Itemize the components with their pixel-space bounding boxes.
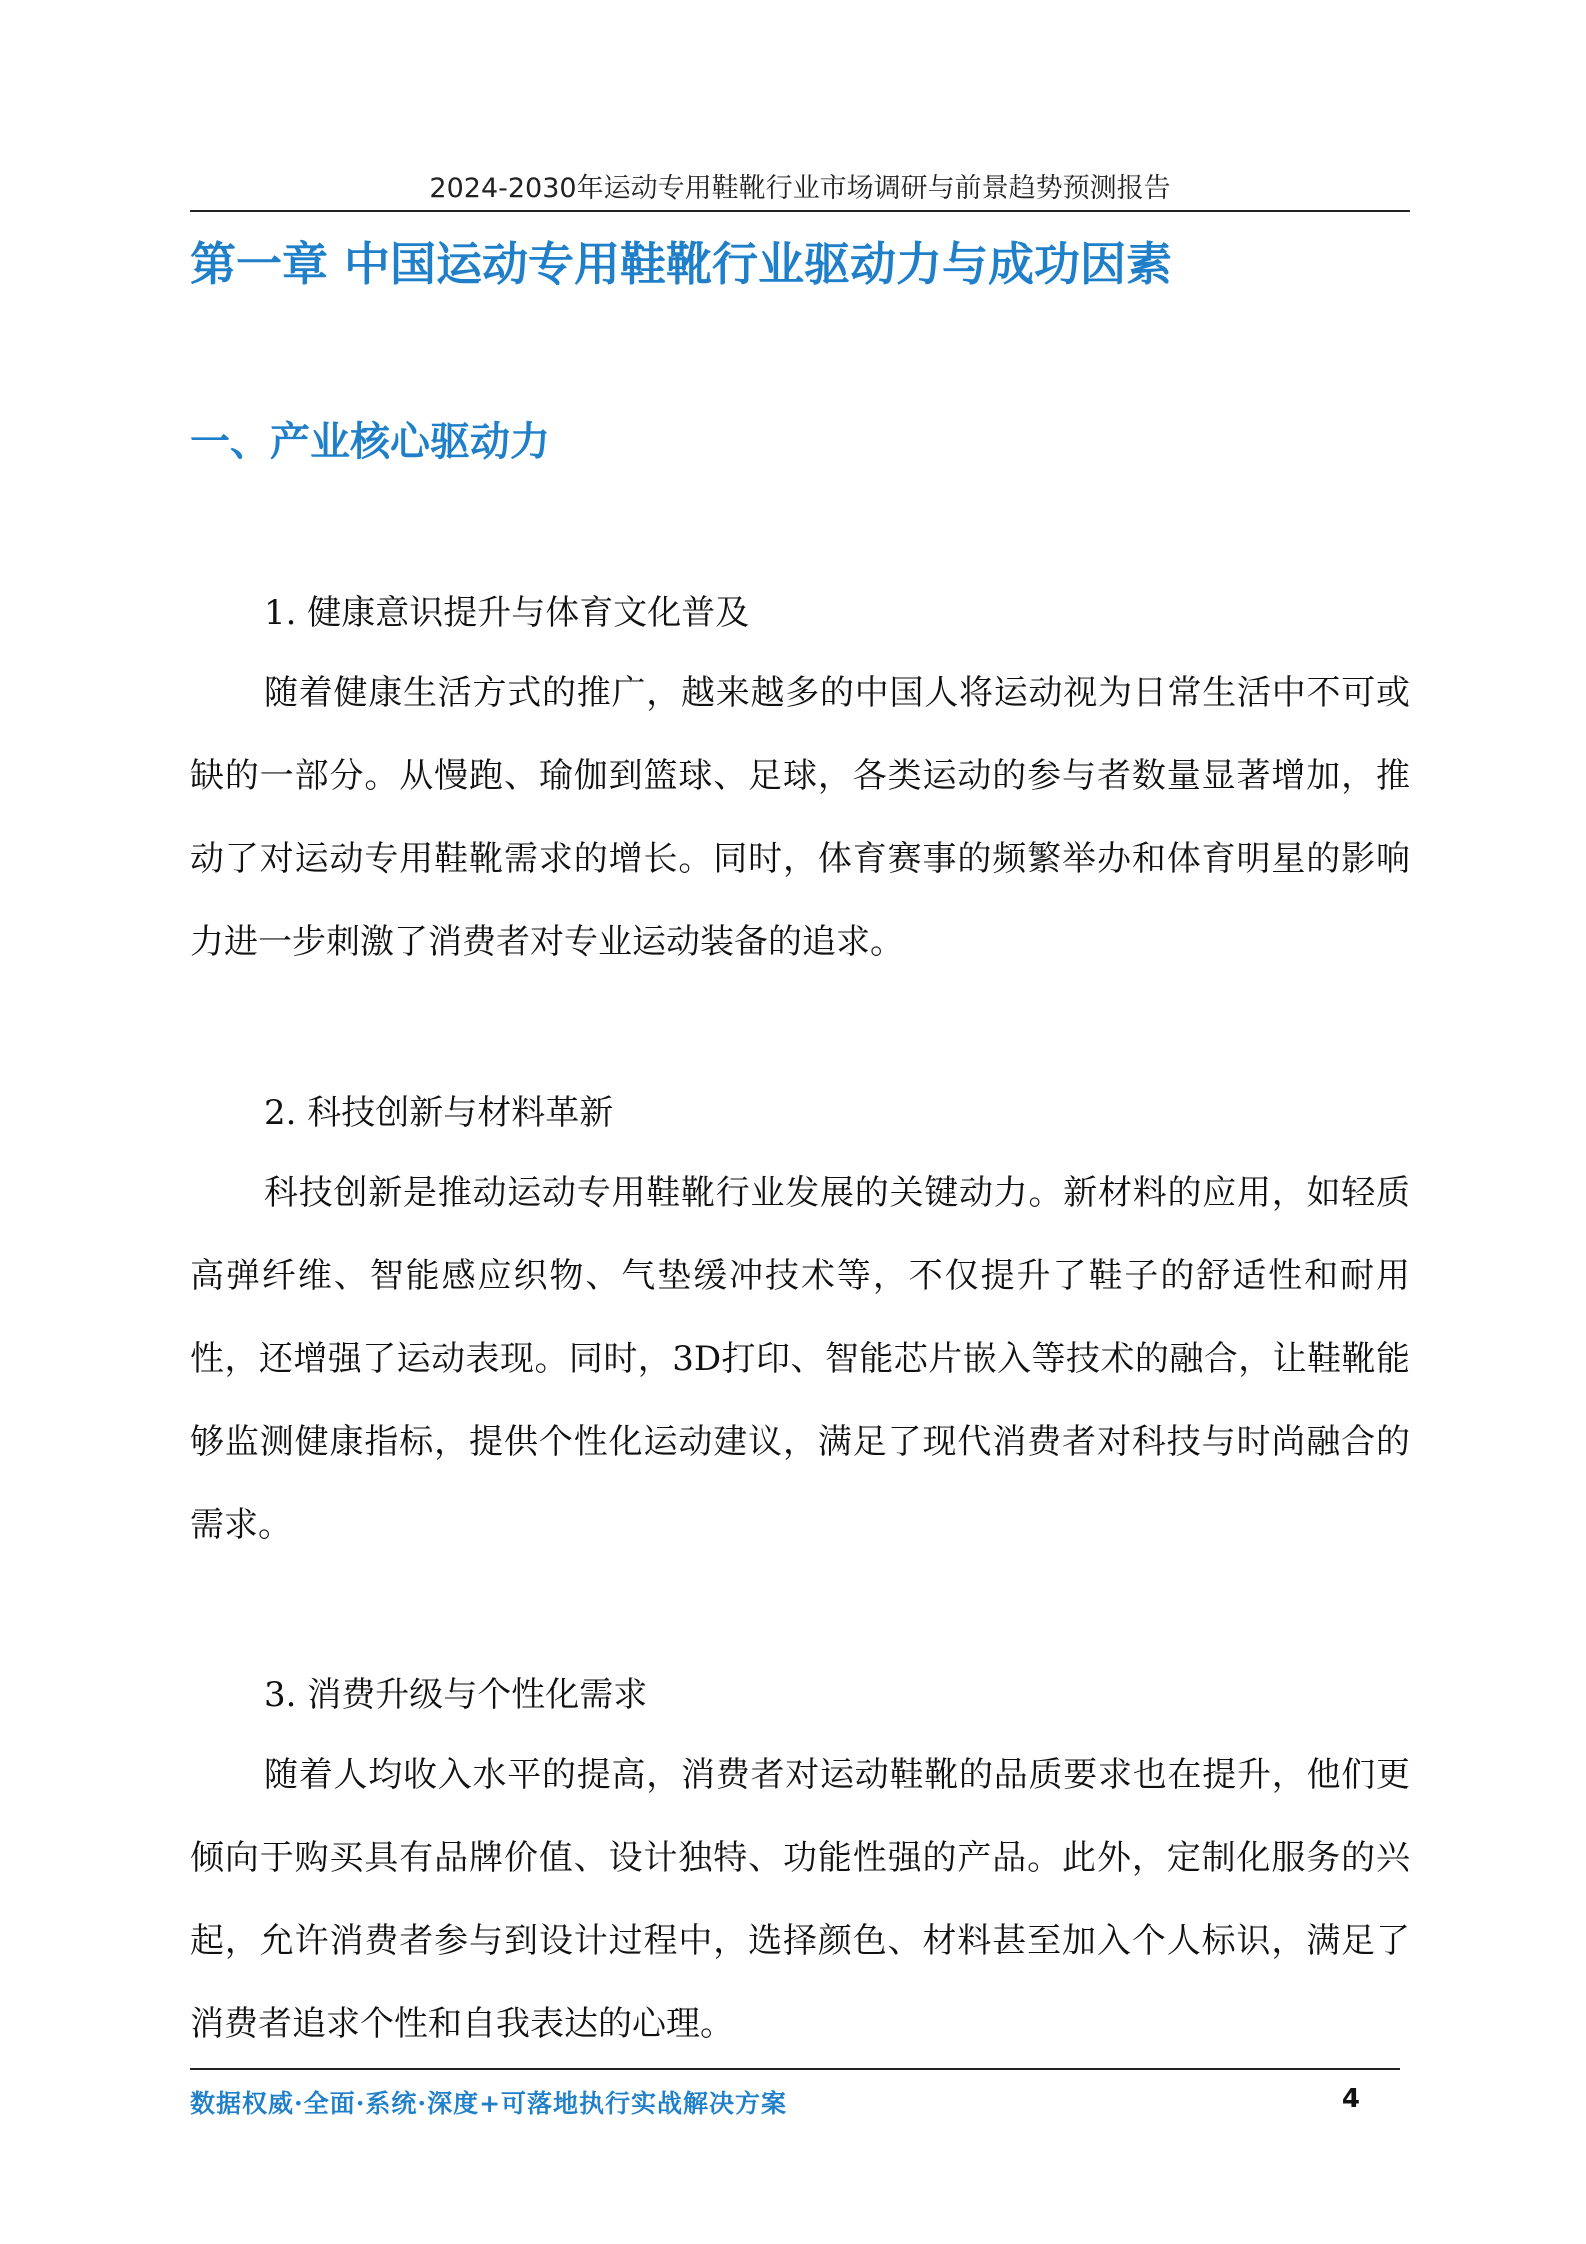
page-number: 4 — [1341, 2084, 1360, 2114]
page-footer — [190, 2068, 1400, 2130]
report-title: 2024-2030年运动专用鞋靴行业市场调研与前景趋势预测报告 — [429, 173, 1171, 204]
subsection-heading: 1. 健康意识提升与体育文化普及 — [264, 593, 750, 633]
section-title: 一、产业核心驱动力 — [190, 419, 550, 465]
subsection-heading: 3. 消费升级与个性化需求 — [264, 1675, 648, 1715]
body-paragraph: 科技创新是推动运动专用鞋靴行业发展的关键动力。新材料的应用，如轻质高弹纤维、智能感应织物、气垫缓冲技术等，不仅提升了鞋子的舒适性和耐用性，还增强了运动表现。同时，3D打印、智能芯片嵌入等技术的融合，让鞋靴能够监测健康指标，提供个性化运动建议，满足了现代消费者对科技与时尚融合的需求。 — [190, 1173, 1410, 1545]
body-paragraph: 随着健康生活方式的推广，越来越多的中国人将运动视为日常生活中不可或缺的一部分。从慢跑、瑜伽到篮球、足球，各类运动的参与者数量显著增加，推动了对运动专用鞋靴需求的增长。同时，体育赛事的频繁举办和体育明星的影响力进一步刺激了消费者对专业运动装备的追求。 — [190, 673, 1410, 962]
chapter-title: 第一章 中国运动专用鞋靴行业驱动力与成功因素 — [190, 237, 1173, 291]
footer-slogan: 数据权威·全面·系统·深度+可落地执行实战解决方案 — [190, 2089, 788, 2118]
body-paragraph: 随着人均收入水平的提高，消费者对运动鞋靴的品质要求也在提升，他们更倾向于购买具有品牌价值、设计独特、功能性强的产品。此外，定制化服务的兴起，允许消费者参与到设计过程中，选择颜色、材料甚至加入个人标识，满足了消费者追求个性和自我表达的心理。 — [190, 1755, 1410, 2044]
page-header — [190, 160, 1410, 212]
subsection-heading: 2. 科技创新与材料革新 — [264, 1093, 614, 1133]
